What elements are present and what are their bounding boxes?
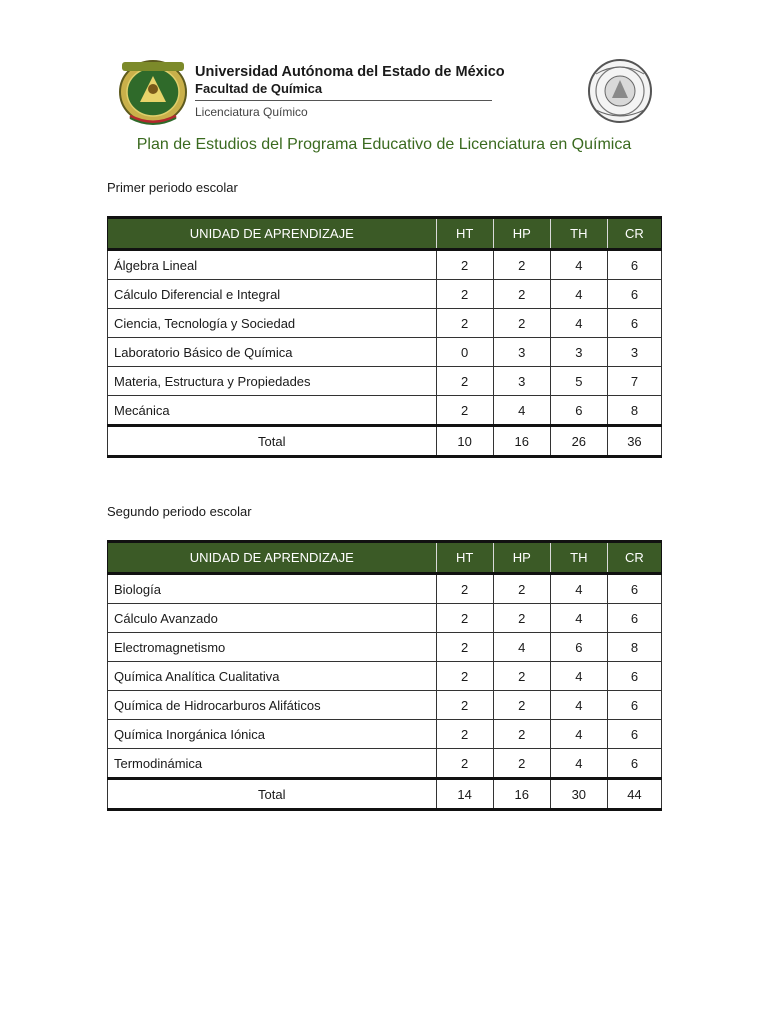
th-cell: 3 [550,338,607,367]
th-cell: 4 [550,604,607,633]
table-row [108,250,662,280]
ht-cell: 2 [436,280,493,309]
hp-cell: 3 [493,338,550,367]
column-header: TH [550,542,607,574]
course-name: Química Analítica Cualitativa [108,662,437,691]
column-header: CR [607,542,661,574]
th-cell: 4 [550,250,607,280]
hp-total: 16 [493,779,550,810]
hp-cell: 2 [493,691,550,720]
hp-cell: 4 [493,396,550,426]
table-row [108,574,662,604]
th-cell: 4 [550,691,607,720]
ht-cell: 2 [436,367,493,396]
table-row [108,691,662,720]
ht-cell: 2 [436,749,493,779]
th-cell: 4 [550,309,607,338]
hp-cell: 4 [493,633,550,662]
hp-cell: 2 [493,604,550,633]
hp-cell: 2 [493,749,550,779]
hp-cell: 2 [493,250,550,280]
university-name: Universidad Autónoma del Estado de México [195,64,505,80]
column-header: HT [436,218,493,250]
ht-cell: 2 [436,720,493,749]
total-label: Total [108,426,437,457]
column-header: HP [493,542,550,574]
hp-cell: 2 [493,280,550,309]
table-row [108,633,662,662]
column-header: UNIDAD DE APRENDIZAJE [108,218,437,250]
th-cell: 4 [550,720,607,749]
cr-cell: 6 [607,749,661,779]
hp-cell: 2 [493,309,550,338]
course-table [107,540,662,811]
hp-cell: 2 [493,662,550,691]
faculty-name: Facultad de Química [195,81,323,96]
th-cell: 4 [550,280,607,309]
column-header: CR [607,218,661,250]
cr-cell: 6 [607,604,661,633]
uaem-coat-of-arms-icon [116,56,190,126]
document-header [0,0,768,130]
course-name: Biología [108,574,437,604]
course-name: Laboratorio Básico de Química [108,338,437,367]
period-label: Primer periodo escolar [107,180,238,195]
column-header: HT [436,542,493,574]
course-name: Materia, Estructura y Propiedades [108,367,437,396]
ht-cell: 2 [436,250,493,280]
course-name: Cálculo Avanzado [108,604,437,633]
course-name: Electromagnetismo [108,633,437,662]
course-name: Química Inorgánica Iónica [108,720,437,749]
table-row [108,662,662,691]
cr-total: 44 [607,779,661,810]
th-cell: 6 [550,396,607,426]
cr-cell: 8 [607,633,661,662]
table-row [108,280,662,309]
table-row [108,396,662,426]
column-header: UNIDAD DE APRENDIZAJE [108,542,437,574]
ht-cell: 2 [436,309,493,338]
total-label: Total [108,779,437,810]
course-name: Cálculo Diferencial e Integral [108,280,437,309]
table-row [108,720,662,749]
period-label: Segundo periodo escolar [107,504,252,519]
course-name: Ciencia, Tecnología y Sociedad [108,309,437,338]
course-name: Álgebra Lineal [108,250,437,280]
cr-cell: 6 [607,574,661,604]
ht-cell: 0 [436,338,493,367]
ht-cell: 2 [436,604,493,633]
course-table [107,216,662,458]
ht-total: 10 [436,426,493,457]
column-header: TH [550,218,607,250]
ht-cell: 2 [436,574,493,604]
ht-cell: 2 [436,662,493,691]
program-name: Licenciatura Químico [195,105,308,119]
th-cell: 4 [550,574,607,604]
document-title: Plan de Estudios del Programa Educativo de Licenciatura en Química [136,136,632,153]
cr-cell: 7 [607,367,661,396]
cr-cell: 6 [607,720,661,749]
table-row [108,338,662,367]
cr-cell: 8 [607,396,661,426]
course-name: Termodinámica [108,749,437,779]
th-cell: 6 [550,633,607,662]
cr-cell: 6 [607,691,661,720]
table-row [108,749,662,779]
cr-cell: 3 [607,338,661,367]
table-header-row [108,218,662,250]
hp-cell: 2 [493,720,550,749]
cr-cell: 6 [607,280,661,309]
table-row [108,367,662,396]
course-name: Química de Hidrocarburos Alifáticos [108,691,437,720]
hp-total: 16 [493,426,550,457]
th-cell: 4 [550,662,607,691]
ht-cell: 2 [436,691,493,720]
th-cell: 4 [550,749,607,779]
cr-total: 36 [607,426,661,457]
header-divider [195,100,492,101]
cr-cell: 6 [607,662,661,691]
table-row [108,309,662,338]
column-header: HP [493,218,550,250]
table-row [108,604,662,633]
hp-cell: 3 [493,367,550,396]
cr-cell: 6 [607,250,661,280]
faculty-emblem-icon [584,56,656,126]
hp-cell: 2 [493,574,550,604]
cr-cell: 6 [607,309,661,338]
table-header-row [108,542,662,574]
course-name: Mecánica [108,396,437,426]
ht-cell: 2 [436,396,493,426]
th-total: 26 [550,426,607,457]
ht-cell: 2 [436,633,493,662]
ht-total: 14 [436,779,493,810]
th-total: 30 [550,779,607,810]
total-row [108,779,662,810]
th-cell: 5 [550,367,607,396]
total-row [108,426,662,457]
